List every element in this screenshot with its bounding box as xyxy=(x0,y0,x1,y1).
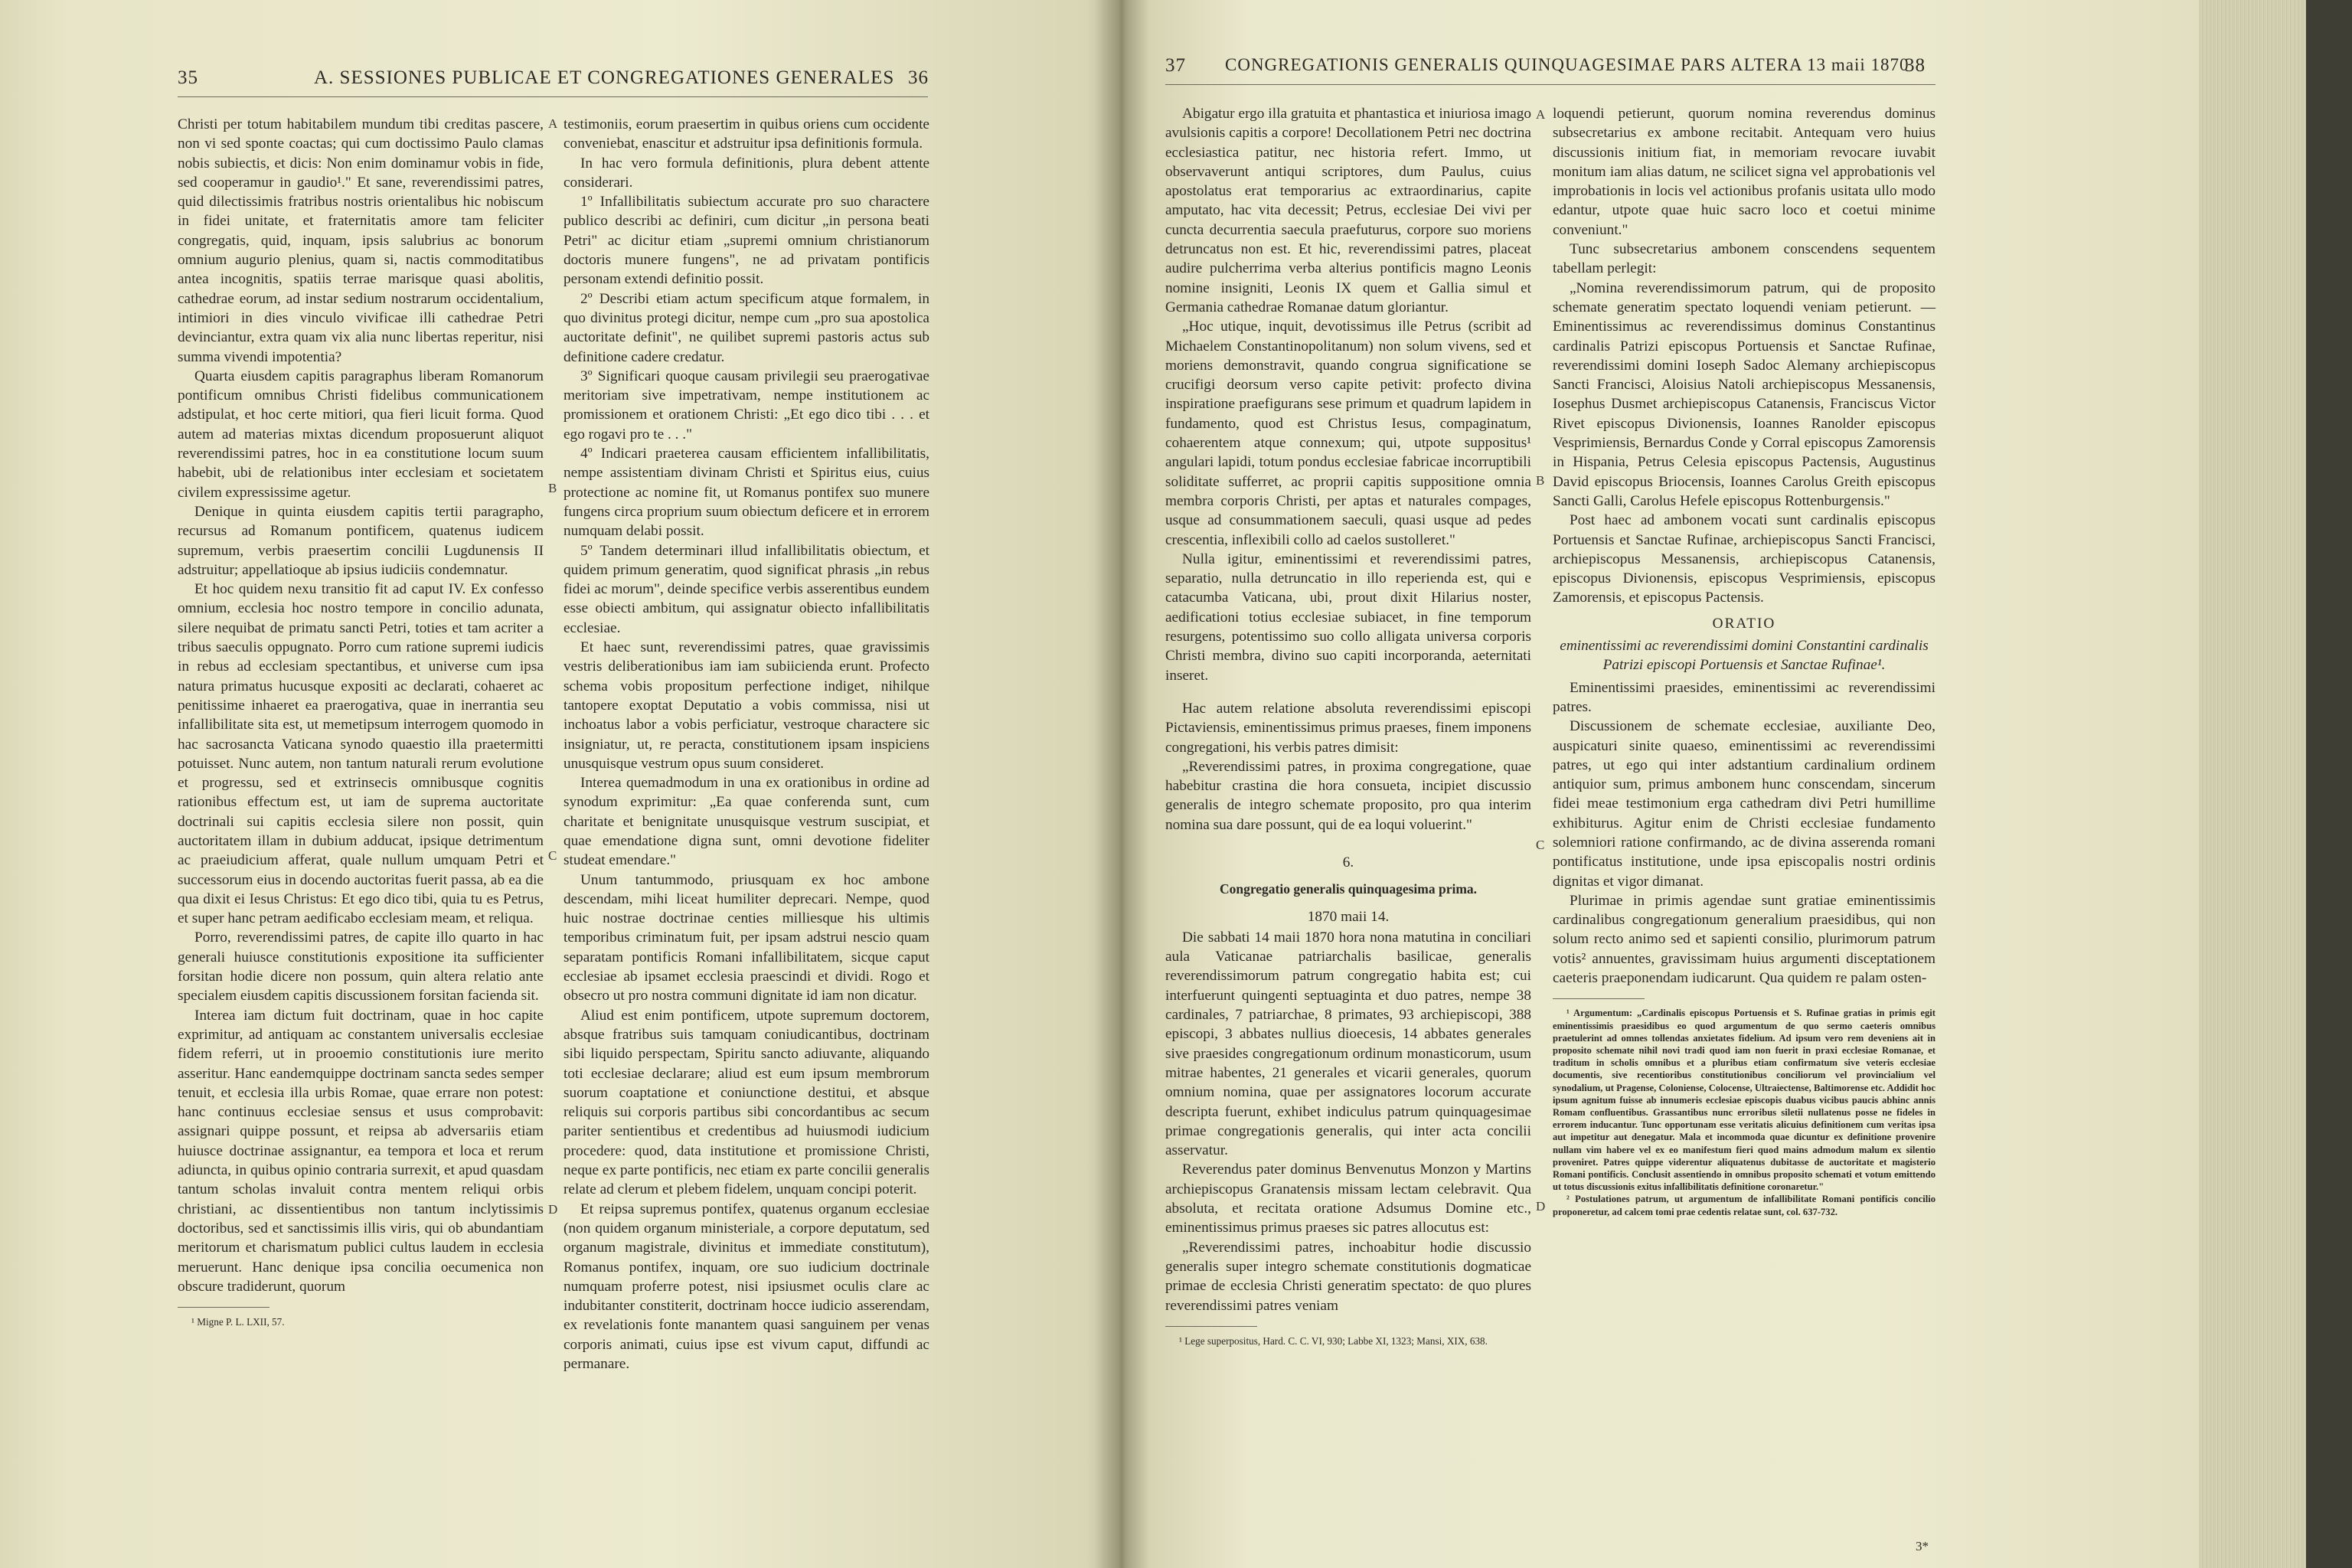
paragraph: 3º Significari quoque causam privilegii seu praerogativae meritoriam sive impetrativam, nempe institutionem ac promissionem et orationem Christi: „Et ego dico tibi . . . et ego rogavi pro te . . ." xyxy=(564,368,929,443)
paragraph: Post haec ad ambonem vocati sunt cardinalis episcopus Portuensis et Sanctae Rufinae, archiepiscopus Sancti Francisci, archiepiscopus Messanensis, archiepiscopus Catanensis, episcopus Divionensis, episcopus Vesprimiensis, episcopus Zamorensis, et episcopus Pactensis. xyxy=(1553,512,1936,606)
paragraph: Interea quemadmodum in una ex orationibus in ordine ad synodum exprimitur: „Ea quae conferenda sunt, cum charitate et benignitate unusquisque vestrum suscipiat, et quae emendatione digna sunt, omni devotione fideliter studeat emendare." xyxy=(564,775,929,869)
paragraph: Discussionem de schemate ecclesiae, auxiliante Deo, auspicaturi sinite quaeso, eminentissimi ac reverendissimi patres, ut ego qui inter adstantium cardinalium ordinem antiquior sum, primus ambonem hunc conscendam, sincerum fidei meae testimonium erga cathedram divi Petri humillime exhibiturus. Agitur enim de Christi ecclesiae fundamento solemniori ratione confirmando, ac de divina asserenda romani pontificatus institutione, unde ipsa episcopalis nostri ordinis dignitas et vigor dimanat. xyxy=(1553,718,1936,890)
section-number: 6. xyxy=(1342,854,1354,871)
page-number-36: 36 xyxy=(908,67,929,88)
paragraph: Nulla igitur, eminentissimi et reverendissimi patres, separatio, nulla detruncatio in illo reperienda est, qui e catacumba Vaticana, ubi, prout dixit Hilarius noster, aedificationi totius ecclesiae subiacet, in fine temporum resurgens, potentissimo suo collo alligata universa corporis Christi membra, divino suo capiti incorporanda, aeternitati inseret. xyxy=(1165,550,1531,684)
paragraph: Denique in quinta eiusdem capitis tertii paragrapho, recursus ad Romanum pontificem, quatenus iudicem supremum, verbis praesertim concilii Lugdunensis II adstruitur; appellatioque ab ipsius iudiciis condemnatur. xyxy=(178,503,544,578)
paragraph: Plurimae in primis agendae sunt gratiae eminentissimis cardinalibus congregationum generalium praesidibus, qui non solum recto animo sed et sapienti consilio, plurimorum patrum votis² annuentes, gravissimam huius argumenti disceptationem caeteris praeponendam iudicarunt. Qua quidem re palam osten- xyxy=(1553,892,1936,987)
head-rule-left xyxy=(178,96,928,97)
margin-letter-c: C xyxy=(548,848,557,863)
paragraph: „Nomina reverendissimorum patrum, qui de proposito schemate generatim spectato loquendi veniam petierunt. — Eminentissimus ac reverendissimus dominus Constantinus cardinalis Patrizi episcopus Portuensis et Sanctae Rufinae, reverendissimi domini Ioseph Sadoc Alemany archiepiscopus Sancti Francisci, Aloisius Natoli archiepiscopus Messanensis, Iosephus Dusmet archiepiscopus Catanensis, Franciscus Victor Rivet episcopus Divionensis, Ioannes Ranolder episcopus Vesprimiensis, Bernardus Conde y Corral episcopus Zamorensis in Hispania, Petrus Celesia episcopus Pactensis, Augustinus David episcopus Briocensis, Ioannes Carolus Greith episcopus Sancti Galli, Carolus Hefele episcopus Rottenburgensis." xyxy=(1553,279,1936,509)
paragraph: 2º Describi etiam actum specificum atque formalem, in quo divinitus protegi dicitur, nempe cum „pro sua apostolica auctoritate definit", ne quilibet supremi pastoris actus sub definitione cadere credatur. xyxy=(564,290,929,365)
section-date: 1870 maii 14. xyxy=(1307,908,1390,925)
page-edges xyxy=(2199,0,2352,1568)
paragraph: Reverendus pater dominus Benvenutus Monzon y Martins archiepiscopus Granatensis missam lectam celebravit. Qua absoluta, et recitata oratione Adsumus Domine etc., eminentissimus primus praeses sic patres allocutus est: xyxy=(1165,1161,1531,1236)
paragraph: Christi per totum habitabilem mundum tibi creditas pascere, non vi sed sponte coactas; qui cum doctissimo Paulo clamas nobis subiectis, et dicis: Non enim dominamur vobis in fide, sed cooperamur in gaudio¹." Et sane, reverendissimi patres, quid dilectissimis fratribus nostris orientalibus hic nobiscum in fidei unitate, et fraternitatis amore tam feliciter congregatis, quid, inquam, ipsis salubrius ac bonorum omnium augurio plenius, quam si, nactis commoditatibus antea incognitis, spatiis terrae marisque quasi abolitis, cathedrae eorum, ad instar sedium nostrarum occidentalium, intimiori in dies vinculo vivificae illi cathedrae Petri devinciantur, extra quam vix alia nunc libertas reperitur, nisi summa vivendi impotentia? xyxy=(178,116,544,365)
signature-mark: 3* xyxy=(1916,1539,1929,1553)
margin-letter-a: A xyxy=(548,116,558,131)
paragraph: 5º Tandem determinari illud infallibilitatis obiectum, et quidem primum generatim, quod significat phrasis „in rebus fidei ac morum", deinde specifice verbis asserentibus eundem esse obiecti ambitum, qui assignatur obiecto infallibilitatis ecclesiae. xyxy=(564,542,929,636)
paragraph: Et hoc quidem nexu transitio fit ad caput IV. Ex confesso omnium, ecclesia hoc nostro tempore in concilio adunata, silere nequibat de primatu sancti Petri, toties et tam acriter a tribus saeculis oppugnato. Porro cum ratione supremi iudicis in rebus ad ecclesiam spectantibus, et universe cum ipsa natura primatus hucusque expositi ac declarati, cohaeret ac penitissime inhaeret ea praerogativa, quae in inerrantia seu infallibilitate sita est, ut memetipsum interrogem quomodo in hac sacrosancta Vaticana synodo quaestio illa praetermitti potuisset. Nunc autem, non tantum naturali rerum evolutione et progressu, sed et extrinsecis omnibusque cognitis rationibus effectum est, ut iam de suprema auctoritate doctrinali sui capitis ecclesia silere non possit, quin auctoritatem illam in dubium adducat, ipsique detrimentum ac praeiudicium afferat, quale nullum umquam Petri et successorum eius in docendo auctoritas fuerit passa, ab ea die qua dixit ei Iesus Christus: Et ego dico tibi, quia tu es Petrus, et super hanc petram aedificabo ecclesiam meam, et reliqua. xyxy=(178,581,544,927)
margin-letter-a: A xyxy=(1536,107,1546,122)
paragraph: „Reverendissimi patres, inchoabitur hodie discussio generalis super integro schemate constitutionis dogmaticae primae de ecclesia Christi generatim spectato: de quo plures reverendissimi patres veniam xyxy=(1165,1239,1531,1314)
right-page xyxy=(1119,0,2199,1568)
paragraph: 1º Infallibilitatis subiectum accurate pro suo charactere publico describi ac definiri, cum dicitur „in persona beati Petri" ac dicitur etiam „supremi omnium christianorum doctoris munere fungens", ne ad privatam pontificis personam extendi definitio possit. xyxy=(564,194,929,288)
margin-letter-d: D xyxy=(1536,1199,1546,1214)
margin-letter-b: B xyxy=(1536,473,1545,488)
paragraph: Interea iam dictum fuit doctrinam, quae in hoc capite exprimitur, ad antiquam ac constantem universalis ecclesiae fidem referri, ut in prooemio constitutionis iure merito asseritur. Hanc eandemquippe doctrinam sancta sedes semper tenuit, et ecclesia illa urbis Romae, quae errare non potest: hanc continuus ecclesiae sensus et usus comprobavit: assignari quippe possunt, et reipsa ab adversariis etiam huiusce doctrinae assignantur, ea tempora et loca et rerum adiuncta, in quibus opinio contraria surrexit, et apud quasdam tantum scholas invaluit contra mentem reliqui orbis christiani, ac dissentientibus non tantum inclytissimis doctoribus, sed et sanctissimis illis viris, qui ob abundantiam meritorum et charismatum publici cultus laudem in ecclesia meruerunt. Hanc denique ipsa concilia oecumenica non obscure tradiderunt, quorum xyxy=(178,1007,544,1295)
paragraph: Unum tantummodo, priusquam ex hoc ambone descendam, mihi liceat humiliter deprecari. Nempe, quod huic nostrae doctrinae centies milliesque his ultimis temporibus criminatum fuit, per ipsam adstrui nescio quam separatam pontificis Romani infallibilitatem, sicque caput ecclesiae ab ipsamet ecclesia praescindi et dividi. Rogo et obsecro ut pro nostra communi dignitate id iam non dicatur. xyxy=(564,871,929,1004)
paragraph: Porro, reverendissimi patres, de capite illo quarto in hac generali huiusce constitutionis expositione ita sufficienter forsitan hodie dicere non possum, quin altera relatio ante specialem eiusdem capitis discussionem forsitan facienda sit. xyxy=(178,929,544,1004)
paragraph: Hac autem relatione absoluta reverendissimi episcopi Pictaviensis, eminentissimus primus praeses, finem imponens congregationi, his verbis patres dimisit: xyxy=(1165,700,1531,756)
paragraph: Abigatur ergo illa gratuita et phantastica et iniuriosa imago avulsionis capitis a corpore! Decollationem Petri nec doctrina ecclesiastica patitur, nec historia refert. Immo, ut observaverunt antiqui scriptores, dum Paulus, cuius apostolatus erat temporarius ac extraordinarius, capite amputato, hac vita decessit; Petrus, ecclesiae Dei vivi per cuncta decurrentia saecula praefuturus, corpore suo moriens detruncatus non est. Et hic, reverendissimi patres, placeat audire pulcherrima verba alterius pontificis magno Leonis nomine insigniti, Leonis IX quem et Gallia simul et Germania cathedrae Romanae datum gloriantur. xyxy=(1165,106,1531,315)
paragraph: „Reverendissimi patres, in proxima congregatione, quae habebitur crastina die hora consueta, incipiet discussio generalis de integro schemate proposito, pro qua interim nomina sua dare possunt, qui de ea loqui voluerint." xyxy=(1165,758,1531,833)
paragraph: In hac vero formula definitionis, plura debent attente considerari. xyxy=(564,155,929,191)
paragraph: loquendi petierunt, quorum nomina reverendus dominus subsecretarius ex ambone recitabit. Antequam vero huius discussionis initium fiat, in memoriam revocare iuvabit monitum iam alias datum, ne scilicet signa vel approbationis vel improbationis in locis vel actionibus profanis usitata ullo modo edantur, utpote quae huic sacro loco et coetui minime conveniunt." xyxy=(1553,106,1936,238)
paragraph: testimoniis, eorum praesertim in quibus oriens cum occidente conveniebat, enascitur et adstruitur ipsa definitionis formula. xyxy=(564,116,929,152)
margin-letter-c: C xyxy=(1536,838,1545,852)
footnote: ¹ Lege superpositus, Hard. C. C. VI, 930; Labbe XI, 1323; Mansi, XIX, 638. xyxy=(1179,1334,1488,1347)
right-col-2 xyxy=(1553,104,1936,1218)
paragraph: Quarta eiusdem capitis paragraphus liberam Romanorum pontificum omnibus Christi fidelibus communicationem adstipulat, et hoc certe mitiori, qua fieri licuit forma. Quod autem ad materias mixtas dicendum proposuerunt aliquot reverendissimi patres, hoc in ea constitutione locum suum habebit, ubi de relationibus inter ecclesiam et societatem civilem expressissime agetur. xyxy=(178,368,544,501)
paragraph: Et reipsa supremus pontifex, quatenus organum ecclesiae (non quidem organum ministeriale, a corpore deputatum, sed organum magistrale, divinitus et immediate constitutum), Romanus pontifex, inquam, ore suo iudicium doctrinale numquam proferre potest, nisi ipsiusmet oculis clare ac indubitanter constiterit, doctrinam hocce iudicio asserendam, ex revelationis fonte manantem quasi sanguinem per venas corporis animati, cuius ipse est vivum caput, diffundi ac permanare. xyxy=(564,1200,929,1372)
right-col-1 xyxy=(1165,104,1531,1348)
running-head-title: CONGREGATIONIS GENERALIS QUINQUAGESIMAE PARS ALTERA 13 maii 1870 xyxy=(1225,55,1909,74)
margin-letter-b: B xyxy=(548,481,557,495)
left-col-2 xyxy=(564,115,929,1374)
paragraph: Et haec sunt, reverendissimi patres, quae gravissimis vestris deliberationibus iam iam subiicienda erunt. Profecto schema vobis propositum perfectione indiget, nihilque tantopere exoptat Deputatio a vobis commissa, nisi ut inchoatus labor a vobis perficiatur, vestroque charactere sic insigniatur, ut, re peracta, constitutionem ipsam inspiciens unusquisque vestrum opus suum consideret. xyxy=(564,639,929,772)
page-number-35: 35 xyxy=(178,67,198,88)
oratio-subtitle: eminentissimi ac reverendissimi domini Constantini cardinalis Patrizi episcopi Portuensis et Sanctae Rufinae¹. xyxy=(1560,638,1929,674)
page-number-37: 37 xyxy=(1165,55,1186,76)
paragraph: Die sabbati 14 maii 1870 hora nona matutina in conciliari aula Vaticanae patriarchalis basilicae, generalis reverendissimorum patrum congregatio habita est; cui interfuerunt quingenti septuaginta et duo patres, nempe 38 cardinales, 7 patriarchae, 8 primates, 93 archiepiscopi, 388 episcopi, 3 abbates nullius dioecesis, 14 abbates generales sive praesides congregationum ordinum monasticorum, usum mitrae habentes, 21 generales et vicarii generales, quorum omnium nomina, quae per assignatores locorum accurate descripta fuerunt, exhibet indiculus patrum quinquagesimae primae congregationis generalis, qui inter acta concilii asservatur. xyxy=(1165,929,1531,1159)
page-number-38: 38 xyxy=(1905,55,1926,76)
footnote-rule xyxy=(1165,1326,1257,1327)
paragraph: „Hoc utique, inquit, devotissimus ille Petrus (scribit ad Michaelem Constantinopolitanum) non solum vivens, sed et moriens demonstravit, quando congrua significatione se crucifigi deorsum verso capite petivit: profecto divina inspiratione praefigurans sese primum et quadrum lapidem in fundamento, quod est Christus Iesus, compaginatum, cohaerentem atque connexum; qui, utpote suppositus¹ angulari lapidi, totum pondus ecclesiae fabricae incorruptibili soliditate sufferret, ac proprii capitis suppositione omnia membra corporis Christi, per aptas et naturales compages, usque ad consummationem saeculi, quasi usque ad pedes crescentia, inflexibili collo ad caelos sustolleret." xyxy=(1165,318,1531,548)
footnote: ² Postulationes patrum, ut argumentum de infallibilitate Romani pontificis concilio proponeretur, ad calcem tomi prae cedentis relatae sunt, col. 637-732. xyxy=(1553,1194,1936,1217)
margin-letter-d: D xyxy=(548,1202,558,1217)
paragraph: Aliud est enim pontificem, utpote supremum doctorem, absque fratribus suis tamquam coniudicantibus, doctrinam sibi liquido perspectam, Spiritu sancto adiuvante, aliquando toti ecclesiae declarare; aliud est eum ipsum membrorum suorum coaptatione et coniunctione destitui, et absque reliquis sui corporis partibus sibi concordantibus ac secum pariter sentientibus et credentibus ad huiusmodi iudicium procedere: quod, data institutione et promissione Christi, neque ex parte pontificis, nec etiam ex parte concilii generalis relate ad clerum et plebem fidelem, unquam concipi poterit. xyxy=(564,1007,929,1198)
paragraph: Tunc subsecretarius ambonem conscendens sequentem tabellam perlegit: xyxy=(1553,241,1936,277)
left-col-1 xyxy=(178,115,544,1328)
left-page xyxy=(0,0,1119,1568)
paragraph: Eminentissimi praesides, eminentissimi ac reverendissimi patres. xyxy=(1553,679,1936,715)
oratio-title: ORATIO xyxy=(1712,615,1776,632)
head-rule-right xyxy=(1165,84,1936,85)
footnote: ¹ Argumentum: „Cardinalis episcopus Portuensis et S. Rufinae gratias in primis egit eminentissimis praesidibus eo quod argumentum de quo sermo caeteris omnibus praetulerint ad omnes tollendas anxietates fidelium. Ad ipsum vero rem deveniens ait in proposito schemate nihil novi tradi quod iam non fuerit in praxi ecclesiae Romanae, et traditum in scholis omnibus et a pluribus etiam confirmatum sive veteris ecclesiae documentis, sive recentioribus constitutionibus conciliorum vel provincialium vel synodalium, ut Pragense, Coloniense, Colocense, Ultraiectense, Baltimorense etc. Addidit hoc ipsum agnitum fuisse ab innumeris ecclesiae episcopis duabus vicibus paucis abhinc annis Romam confluentibus. Grassantibus nunc erroribus siletii nullatenus posse ne fideles in errorem inducantur. Tunc opportunam esse veritatis alicuius definitionem cum veritas ipsa aut impetitur aut denegatur. Mala et incommoda quae dicuntur ex definitione provenire nullam vim habere vel ex eo manifestum fieri quod mains admodum malum ex silentio proveniret. Patres quippe viderentur aliquatenus dubitasse de auctoritate et magisterio Romani pontificis. Conclusit assentiendo in omnibus proposito schemati et votum emittendo ut totus discussionis exitus infallibilitatis definitione coronaretur." xyxy=(1553,1008,1936,1193)
footnote-rule xyxy=(1553,998,1645,999)
paragraph: 4º Indicari praeterea causam efficientem infallibilitatis, nempe assistentiam divinam Christi et Spiritus eius, cuius protectione ac nomine fit, ut Romanus pontifex suo munere fungens circa proprium suum obiectum deficere et in errorem numquam delabi possit. xyxy=(564,446,929,540)
running-head-title: A. SESSIONES PUBLICAE ET CONGREGATIONES GENERALES xyxy=(314,67,895,88)
section-title: Congregatio generalis quinquagesima prima. xyxy=(1219,881,1478,897)
footnote-rule xyxy=(178,1307,270,1308)
footnote: ¹ Migne P. L. LXII, 57. xyxy=(191,1316,285,1328)
